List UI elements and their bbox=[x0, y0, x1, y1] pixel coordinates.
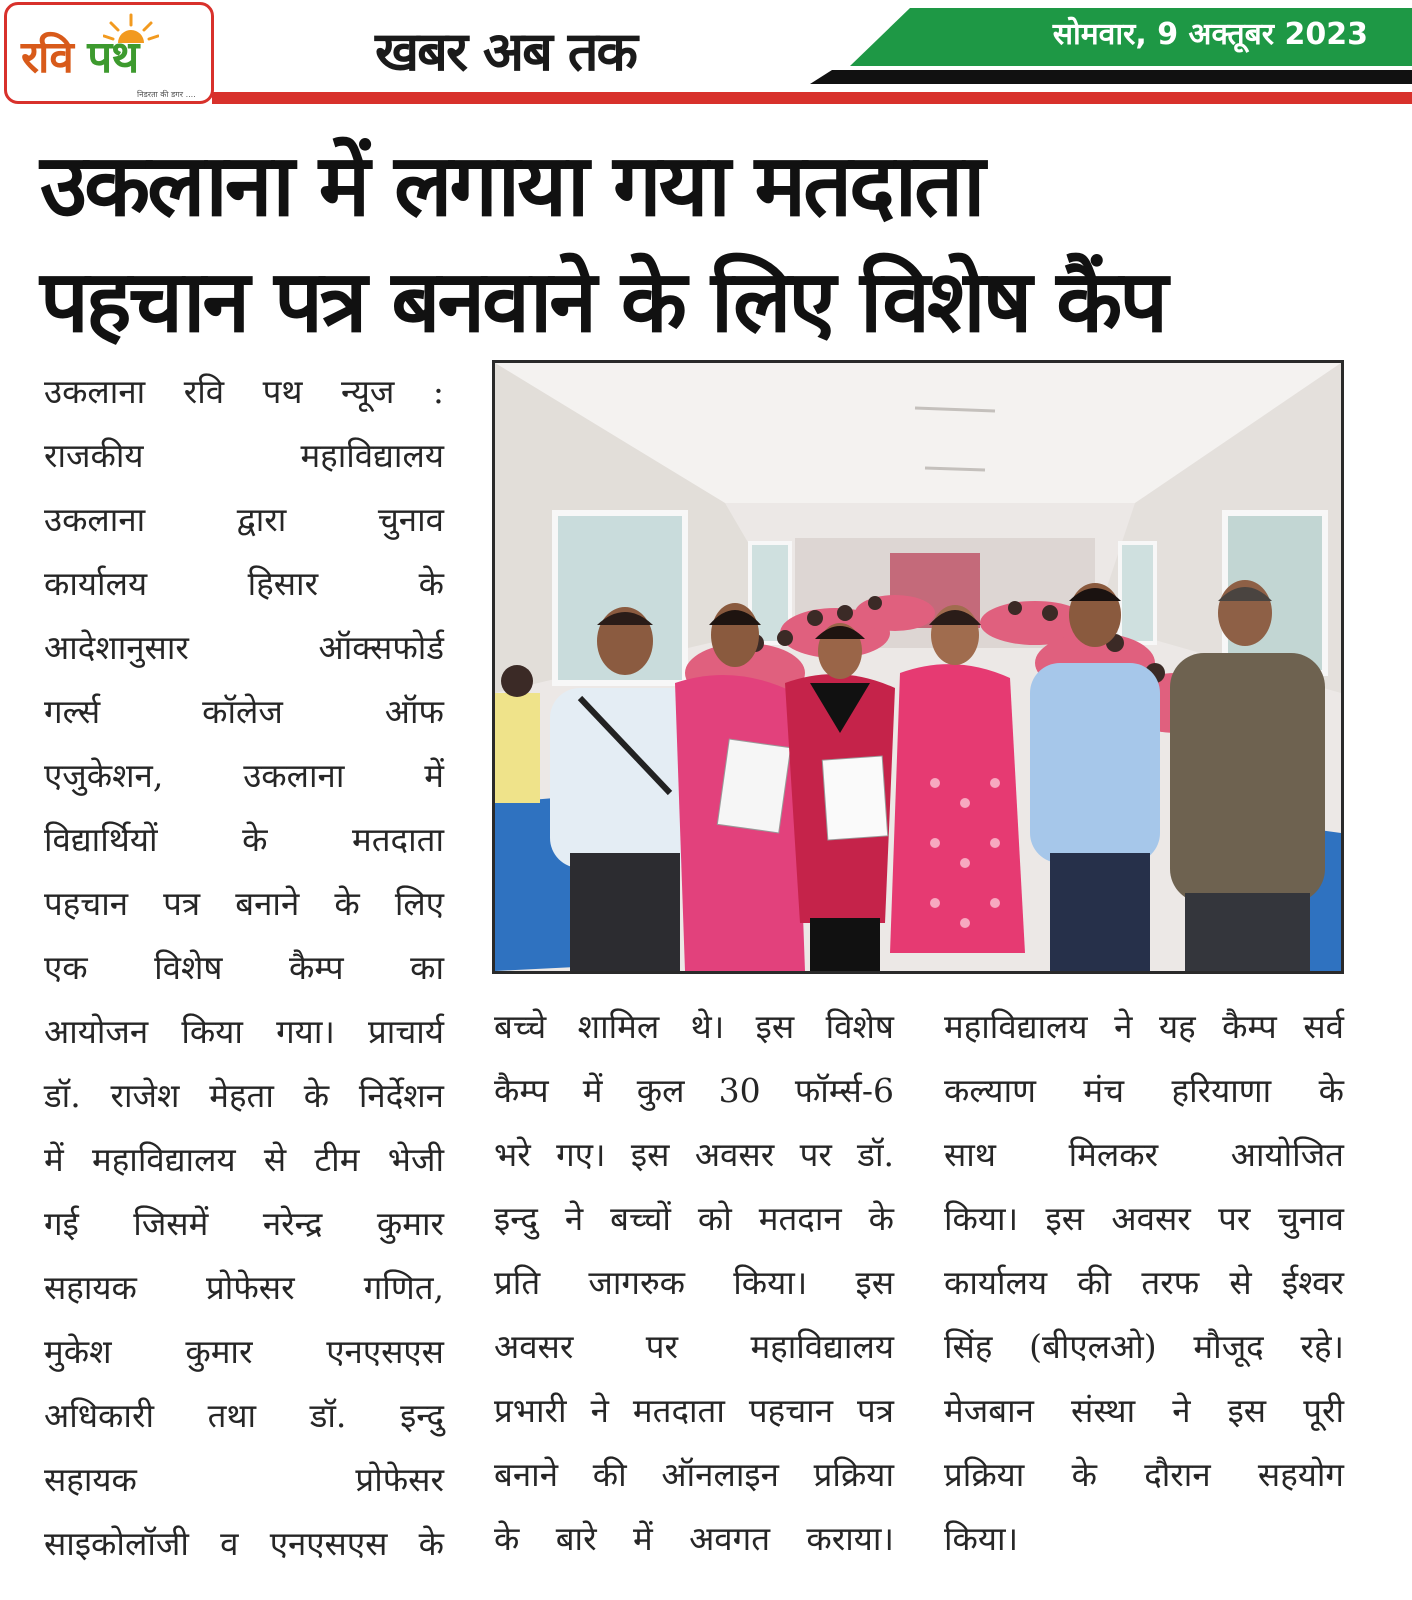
text-line: एजुकेशन, उकलाना में bbox=[44, 756, 444, 795]
text-line: गर्ल्स कॉलेज ऑफ bbox=[44, 692, 444, 731]
text-line: पहचान पत्र बनाने के लिए bbox=[44, 884, 444, 923]
text-line: भरे गए। इस अवसर पर डॉ. bbox=[494, 1135, 894, 1174]
text-line: में महाविद्यालय से टीम भेजी bbox=[44, 1140, 444, 1179]
text-line: एक विशेष कैम्प का bbox=[44, 948, 444, 987]
article-headline bbox=[40, 128, 1380, 360]
text-line: कल्याण मंच हरियाणा के bbox=[944, 1071, 1344, 1110]
text-line: सहायक प्रोफेसर गणित, bbox=[44, 1268, 444, 1307]
text-line: गई जिसमें नरेन्द्र कुमार bbox=[44, 1204, 444, 1243]
text-line: साथ मिलकर आयोजित bbox=[944, 1135, 1344, 1174]
text-line: विद्यार्थियों के मतदाता bbox=[44, 820, 444, 859]
logo-word-2: पथ bbox=[87, 32, 139, 83]
masthead-rule bbox=[212, 92, 1412, 104]
newspaper-logo bbox=[4, 2, 214, 104]
section-title: खबर अब तक bbox=[375, 20, 637, 83]
text-line: सिंह (बीएलओ) मौजूद रहे। bbox=[944, 1327, 1344, 1366]
issue-date: सोमवार, 9 अक्तूबर 2023 bbox=[1052, 17, 1368, 52]
text-line: मुकेश कुमार एनएसएस bbox=[44, 1332, 444, 1371]
logo-word-1: रवि bbox=[21, 32, 73, 83]
text-line: मेजबान संस्था ने इस पूरी bbox=[944, 1391, 1344, 1430]
masthead-stripe bbox=[810, 70, 1412, 84]
text-line: राजकीय महाविद्यालय bbox=[44, 436, 444, 475]
text-line: महाविद्यालय ने यह कैम्प सर्व bbox=[944, 1007, 1344, 1046]
text-line: आदेशानुसार ऑक्सफोर्ड bbox=[44, 628, 444, 667]
text-line: कैम्प में कुल 30 फॉर्म्स-6 bbox=[494, 1071, 894, 1110]
text-line: आयोजन किया गया। प्राचार्य bbox=[44, 1012, 444, 1051]
article-photo bbox=[492, 360, 1344, 974]
article-column-2 bbox=[494, 995, 894, 1571]
article-column-3 bbox=[944, 995, 1344, 1571]
text-line: प्रति जागरुक किया। इस bbox=[494, 1263, 894, 1302]
text-line: बच्चे शामिल थे। इस विशेष bbox=[494, 1007, 894, 1046]
text-line: प्रक्रिया के दौरान सहयोग bbox=[944, 1455, 1344, 1494]
text-line: डॉ. राजेश मेहता के निर्देशन bbox=[44, 1076, 444, 1115]
text-line: बनाने की ऑनलाइन प्रक्रिया bbox=[494, 1455, 894, 1494]
text-line: प्रभारी ने मतदाता पहचान पत्र bbox=[494, 1391, 894, 1430]
text-line: किया। इस अवसर पर चुनाव bbox=[944, 1199, 1344, 1238]
text-line: सहायक प्रोफेसर bbox=[44, 1460, 444, 1499]
headline-line: पहचान पत्र बनवाने के लिए विशेष कैंप bbox=[40, 252, 1166, 352]
text-line: कार्यालय की तरफ से ईश्वर bbox=[944, 1263, 1344, 1302]
text-line: अधिकारी तथा डॉ. इन्दु bbox=[44, 1396, 444, 1435]
logo-tagline: निडरता की डगर .... bbox=[137, 90, 196, 99]
text-line: उकलाना रवि पथ न्यूज : bbox=[44, 372, 444, 411]
text-line: साइकोलॉजी व एनएसएस के bbox=[44, 1524, 444, 1563]
text-line: कार्यालय हिसार के bbox=[44, 564, 444, 603]
article-column-1 bbox=[44, 360, 444, 1576]
logo-wordmark bbox=[21, 25, 138, 85]
text-line: के बारे में अवगत कराया। bbox=[494, 1519, 894, 1558]
text-line: इन्दु ने बच्चों को मतदान के bbox=[494, 1199, 894, 1238]
headline-line: उकलाना में लगाया गया मतदाता bbox=[40, 136, 983, 236]
text-line: अवसर पर महाविद्यालय bbox=[494, 1327, 894, 1366]
text-line: उकलाना द्वारा चुनाव bbox=[44, 500, 444, 539]
text-line: किया। bbox=[944, 1519, 1019, 1558]
